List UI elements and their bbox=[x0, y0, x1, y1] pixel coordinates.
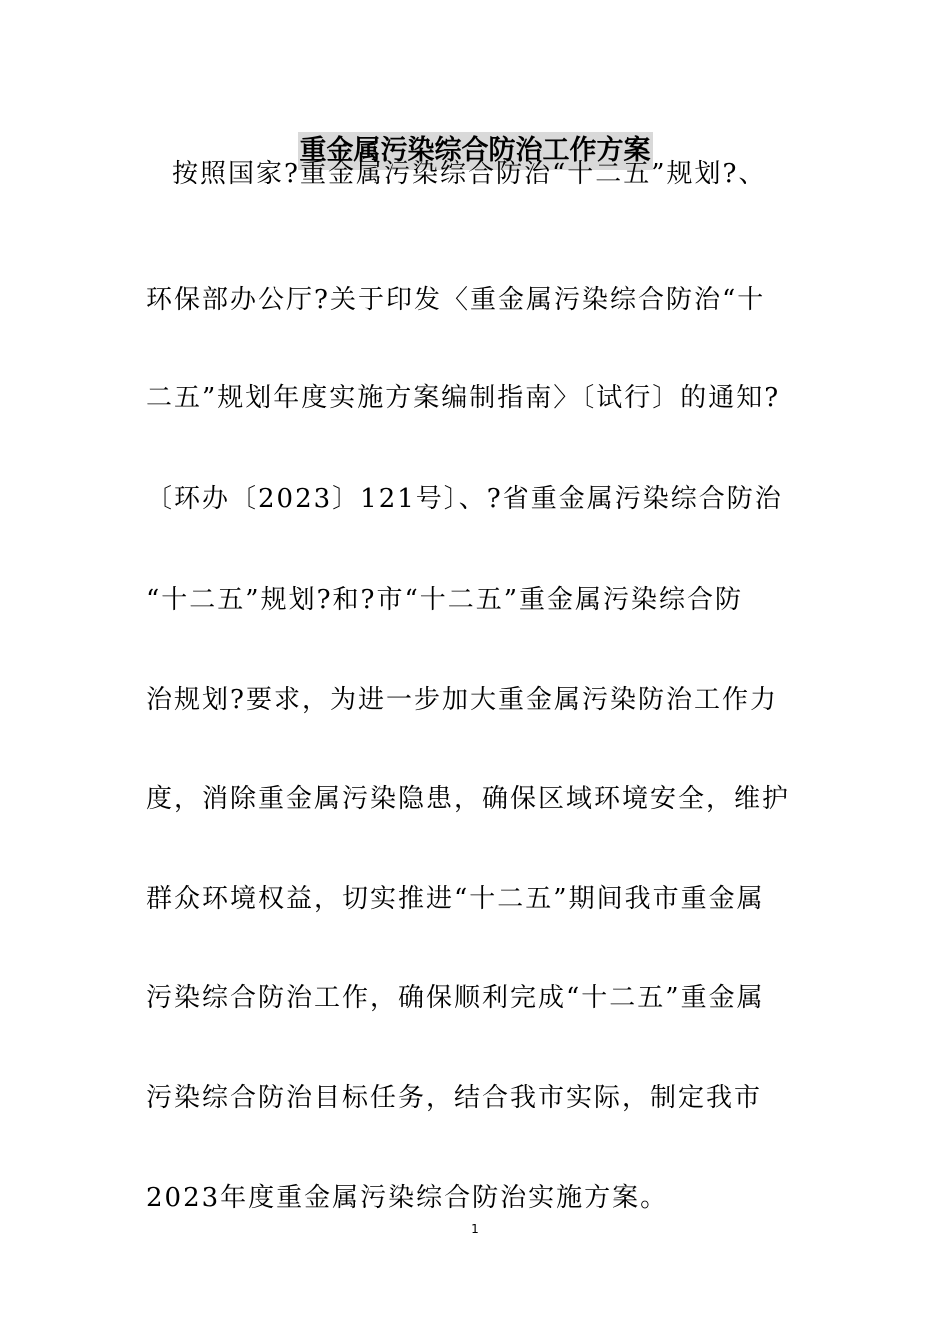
document-title: 重金属污染综合防治工作方案 bbox=[298, 132, 653, 170]
page-number: 1 bbox=[471, 1222, 479, 1236]
body-line-4: 〔环办〔2023〕121号〕、?省重金属污染综合防治 bbox=[146, 484, 783, 514]
body-line-9: 污染综合防治工作，确保顺利完成“十二五”重金属 bbox=[146, 983, 765, 1013]
body-line-3: 二五”规划年度实施方案编制指南〉〔试行〕的通知? bbox=[146, 383, 781, 413]
body-line-10: 污染综合防治目标任务，结合我市实际，制定我市 bbox=[146, 1083, 763, 1113]
body-line-2: 环保部办公厅?关于印发〈重金属污染综合防治“十 bbox=[146, 285, 766, 315]
body-line-8: 群众环境权益，切实推进“十二五”期间我市重金属 bbox=[146, 884, 765, 914]
body-line-6: 治规划?要求，为进一步加大重金属污染防治工作力 bbox=[146, 685, 778, 715]
body-line-7: 度，消除重金属污染隐患，确保区域环境安全，维护 bbox=[146, 784, 791, 814]
body-line-11: 2023年度重金属污染综合防治实施方案。 bbox=[146, 1183, 669, 1213]
body-line-1: 按照国家?重金属污染综合防治“十二五”规划?、 bbox=[172, 159, 767, 189]
body-line-5: “十二五”规划?和?市“十二五”重金属污染综合防 bbox=[146, 585, 744, 615]
